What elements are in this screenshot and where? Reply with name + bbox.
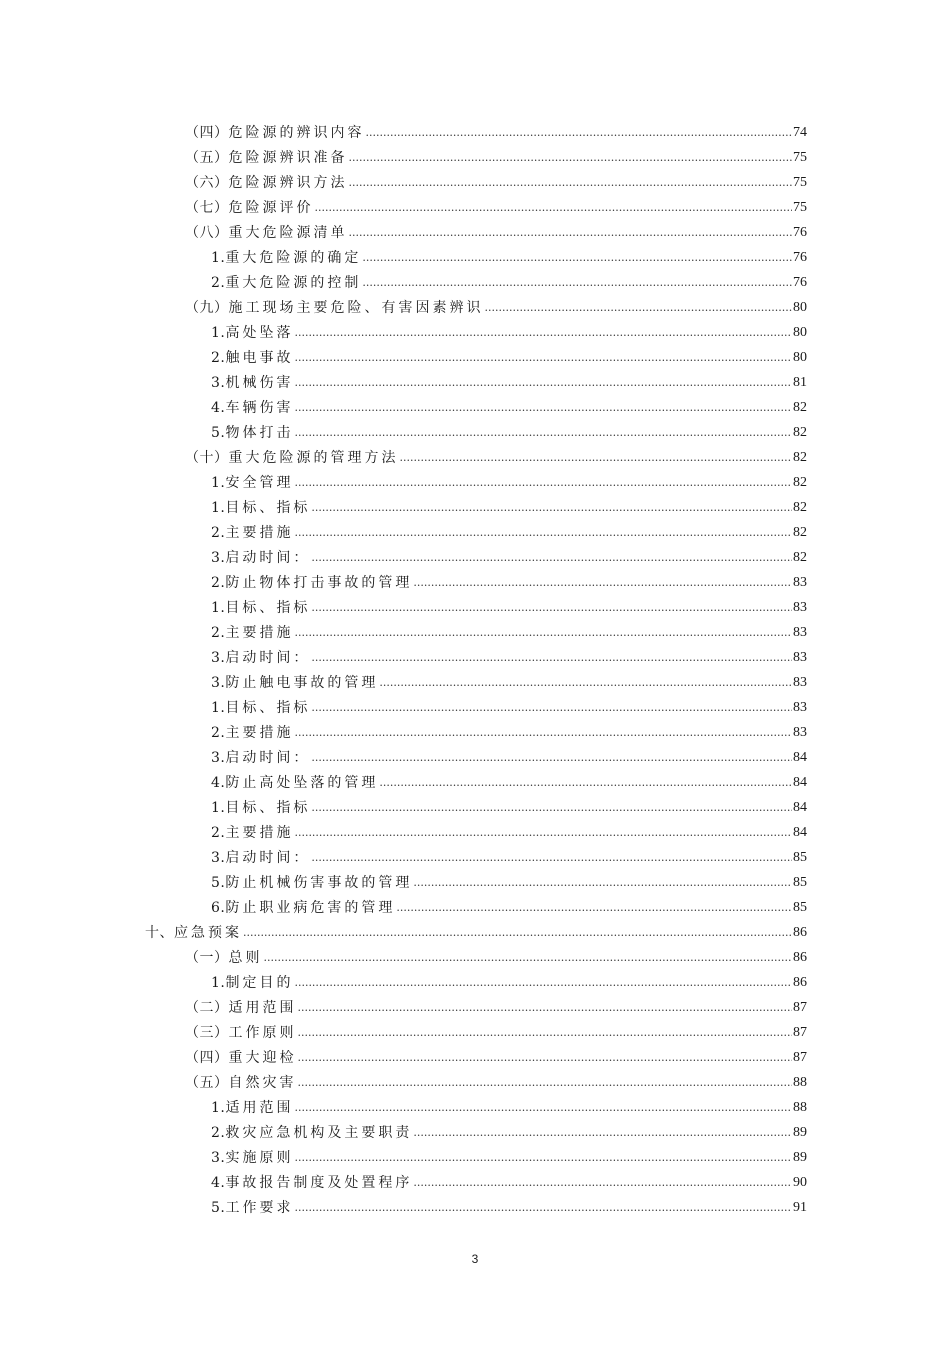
toc-entry-title: 重大危险源的确定 [225,250,362,266]
toc-entry-number: 2. [211,275,226,291]
toc-entry-number: 1. [211,700,226,716]
toc-leader-dots [485,302,793,314]
toc-entry-number: 3. [211,850,226,866]
toc-entry-title: 防止物体打击事故的管理 [225,575,413,591]
toc-entry-number: （七） [185,200,229,216]
toc-entry-page: 80 [793,300,807,315]
toc-entry-title: 总则 [228,950,263,966]
toc-entry-number: 2. [211,350,226,366]
toc-entry-page: 80 [793,325,807,340]
toc-entry[interactable] [211,243,807,267]
toc-leader-dots [243,927,792,939]
toc-entry-title: 防止触电事故的管理 [225,675,379,691]
toc-entry[interactable] [145,918,807,942]
toc-leader-dots [294,377,792,389]
toc-entry-page: 76 [793,250,807,265]
toc-entry-page: 83 [793,650,807,665]
toc-entry[interactable] [211,818,807,842]
toc-entry[interactable] [211,843,807,867]
toc-entry-number: 2. [211,575,226,591]
toc-entry[interactable] [185,193,807,217]
toc-entry-title: 启动时间： [225,750,311,766]
toc-entry-page: 83 [793,700,807,715]
toc-entry-title: 主要措施 [225,725,294,741]
toc-entry-page: 83 [793,675,807,690]
toc-entry-page: 89 [793,1150,807,1165]
toc-entry-number: （二） [185,1000,229,1016]
toc-entry-number: （五） [185,1075,229,1091]
toc-entry-title: 目标、指标 [225,700,311,716]
toc-entry-title: 重大迎检 [228,1050,297,1066]
toc-entry-title: 目标、指标 [225,600,311,616]
toc-leader-dots [311,752,792,764]
toc-entry[interactable] [211,693,807,717]
toc-entry-number: 1. [211,250,226,266]
toc-entry-title: 危险源辨识方法 [228,175,348,191]
toc-leader-dots [349,227,793,239]
toc-entry-page: 86 [793,975,807,990]
toc-leader-dots [413,1177,792,1189]
toc-leader-dots [315,202,793,214]
toc-leader-dots [413,577,792,589]
toc-entry-title: 自然灾害 [228,1075,297,1091]
toc-entry-title: 施工现场主要危险、有害因素辨识 [228,300,484,316]
toc-leader-dots [379,777,792,789]
toc-leader-dots [294,402,792,414]
toc-leader-dots [294,477,792,489]
toc-leader-dots [311,502,792,514]
toc-entry-number: 2. [211,625,226,641]
toc-entry[interactable] [211,868,807,892]
toc-leader-dots [349,177,793,189]
toc-entry-number: 3. [211,650,226,666]
toc-entry-number: 2. [211,825,226,841]
toc-entry[interactable] [211,668,807,692]
toc-leader-dots [362,277,792,289]
toc-entry-page: 82 [793,550,807,565]
toc-entry-page: 82 [793,475,807,490]
toc-entry[interactable] [211,1193,807,1217]
toc-entry-title: 适用范围 [225,1100,294,1116]
toc-entry-number: （六） [185,175,229,191]
toc-entry-title: 防止机械伤害事故的管理 [225,875,413,891]
toc-leader-dots [311,552,792,564]
toc-entry-number: 3. [211,675,226,691]
toc-entry-number: 十、 [145,925,174,941]
toc-leader-dots [298,1027,793,1039]
toc-entry-title: 物体打击 [225,425,294,441]
toc-entry[interactable] [185,1068,807,1092]
toc-leader-dots [413,1127,792,1139]
toc-entry-title: 车辆伤害 [225,400,294,416]
toc-leader-dots [311,852,792,864]
toc-entry-title: 目标、指标 [225,800,311,816]
toc-leader-dots [396,902,792,914]
toc-entry-title: 重大危险源的管理方法 [228,450,399,466]
toc-entry-page: 82 [793,500,807,515]
toc-entry-number: 3. [211,550,226,566]
toc-entry-page: 82 [793,425,807,440]
toc-leader-dots [298,1052,793,1064]
toc-entry-page: 84 [793,825,807,840]
toc-entry-page: 81 [793,375,807,390]
toc-entry-page: 84 [793,800,807,815]
toc-entry-number: （九） [185,300,229,316]
toc-entry-title: 启动时间： [225,850,311,866]
toc-entry-title: 机械伤害 [225,375,294,391]
toc-entry-number: 6. [211,900,226,916]
toc-entry-title: 危险源辨识准备 [228,150,348,166]
toc-leader-dots [294,977,792,989]
toc-leader-dots [294,527,792,539]
toc-leader-dots [366,127,793,139]
toc-entry[interactable] [211,968,807,992]
toc-entry[interactable] [185,943,807,967]
toc-leader-dots [311,702,792,714]
toc-entry[interactable] [185,143,807,167]
toc-entry-number: 1. [211,800,226,816]
toc-leader-dots [413,877,792,889]
toc-entry-number: 3. [211,750,226,766]
toc-entry-page: 91 [793,1200,807,1215]
toc-leader-dots [294,352,792,364]
toc-entry-number: 3. [211,1150,226,1166]
toc-entry-page: 87 [793,1000,807,1015]
page-number: 3 [471,1252,479,1266]
toc-entry-title: 救灾应急机构及主要职责 [225,1125,413,1141]
toc-entry-title: 适用范围 [228,1000,297,1016]
toc-entry-title: 重大危险源的控制 [225,275,362,291]
toc-entry[interactable] [211,793,807,817]
toc-leader-dots [294,727,792,739]
toc-entry-page: 76 [793,275,807,290]
toc-entry-page: 82 [793,400,807,415]
toc-entry[interactable] [211,768,807,792]
toc-entry-title: 工作原则 [228,1025,297,1041]
toc-entry[interactable] [211,1093,807,1117]
toc-entry-number: 4. [211,775,226,791]
toc-entry[interactable] [211,593,807,617]
toc-entry-title: 事故报告制度及处置程序 [225,1175,413,1191]
toc-entry-number: （四） [185,1050,229,1066]
toc-entry-title: 安全管理 [225,475,294,491]
toc-entry-title: 制定目的 [225,975,294,991]
toc-leader-dots [294,627,792,639]
toc-entry-number: 2. [211,1125,226,1141]
toc-entry-page: 83 [793,625,807,640]
toc-entry[interactable] [185,993,807,1017]
toc-entry[interactable] [211,543,807,567]
toc-entry-title: 主要措施 [225,625,294,641]
toc-entry-number: 1. [211,975,226,991]
toc-entry-number: 1. [211,500,226,516]
toc-entry-page: 90 [793,1175,807,1190]
toc-entry-page: 75 [793,150,807,165]
toc-entry-number: 1. [211,475,226,491]
toc-entry-title: 触电事故 [225,350,294,366]
toc-leader-dots [400,452,793,464]
toc-entry-title: 启动时间： [225,550,311,566]
toc-entry-title: 主要措施 [225,825,294,841]
toc-entry[interactable] [185,1018,807,1042]
toc-entry[interactable] [185,293,807,317]
toc-entry-page: 82 [793,450,807,465]
toc-entry-number: （八） [185,225,229,241]
toc-entry[interactable] [185,218,807,242]
toc-entry-title: 主要措施 [225,525,294,541]
toc-leader-dots [294,1202,792,1214]
toc-entry-number: 3. [211,375,226,391]
toc-leader-dots [349,152,793,164]
toc-entry-page: 86 [793,925,807,940]
toc-entry-page: 74 [793,125,807,140]
toc-entry-page: 83 [793,575,807,590]
toc-entry-number: 4. [211,1175,226,1191]
toc-entry-title: 目标、指标 [225,500,311,516]
toc-entry-page: 84 [793,775,807,790]
toc-entry-number: （一） [185,950,229,966]
toc-entry[interactable] [211,393,807,417]
toc-entry[interactable] [211,468,807,492]
toc-entry-number: 4. [211,400,226,416]
toc-leader-dots [294,1102,792,1114]
toc-leader-dots [294,827,792,839]
toc-entry-page: 83 [793,600,807,615]
toc-entry-title: 防止高处坠落的管理 [225,775,379,791]
toc-entry[interactable] [211,418,807,442]
toc-leader-dots [298,1077,793,1089]
toc-entry[interactable] [185,1043,807,1067]
toc-entry-number: 5. [211,875,226,891]
toc-leader-dots [264,952,793,964]
toc-entry-page: 85 [793,900,807,915]
toc-entry-number: （三） [185,1025,229,1041]
toc-entry-page: 87 [793,1050,807,1065]
toc-entry[interactable] [211,343,807,367]
toc-entry-number: 1. [211,1100,226,1116]
toc-entry[interactable] [211,493,807,517]
toc-entry-title: 应急预案 [174,925,242,941]
toc-entry[interactable] [211,618,807,642]
toc-entry-number: 5. [211,1200,226,1216]
toc-leader-dots [298,1002,793,1014]
toc-entry-number: 1. [211,600,226,616]
toc-entry-page: 83 [793,725,807,740]
toc-leader-dots [311,652,792,664]
toc-entry-number: 2. [211,525,226,541]
toc-entry-page: 84 [793,750,807,765]
toc-entry-page: 75 [793,175,807,190]
toc-entry[interactable] [211,893,807,917]
toc-entry-page: 86 [793,950,807,965]
toc-entry-page: 75 [793,200,807,215]
toc-entry-title: 防止职业病危害的管理 [225,900,396,916]
toc-entry-title: 危险源评价 [228,200,314,216]
toc-entry[interactable] [211,318,807,342]
toc-entry[interactable] [185,118,807,142]
toc-entry-page: 87 [793,1025,807,1040]
toc-entry-title: 工作要求 [225,1200,294,1216]
toc-entry-title: 重大危险源清单 [228,225,348,241]
toc-entry-number: （十） [185,450,229,466]
toc-entry-number: 5. [211,425,226,441]
toc-entry-title: 高处坠落 [225,325,294,341]
toc-entry-title: 启动时间： [225,650,311,666]
toc-entry-page: 88 [793,1075,807,1090]
toc-entry-number: 2. [211,725,226,741]
toc-leader-dots [379,677,792,689]
toc-leader-dots [294,1152,792,1164]
toc-entry-page: 76 [793,225,807,240]
toc-leader-dots [311,602,792,614]
toc-entry-number: 1. [211,325,226,341]
toc-entry-page: 88 [793,1100,807,1115]
toc-entry[interactable] [211,718,807,742]
toc-leader-dots [294,427,792,439]
toc-entry[interactable] [211,1168,807,1192]
toc-entry-page: 80 [793,350,807,365]
toc-entry-title: 实施原则 [225,1150,294,1166]
toc-entry[interactable] [211,518,807,542]
toc-entry[interactable] [211,643,807,667]
toc-entry[interactable] [211,368,807,392]
toc-entry[interactable] [211,568,807,592]
toc-entry[interactable] [185,443,807,467]
toc-entry-page: 82 [793,525,807,540]
toc-entry-number: （五） [185,150,229,166]
toc-leader-dots [362,252,792,264]
toc-entry[interactable] [211,1118,807,1142]
toc-entry[interactable] [211,743,807,767]
toc-entry-page: 85 [793,850,807,865]
toc-entry[interactable] [185,168,807,192]
toc-entry-page: 89 [793,1125,807,1140]
toc-entry-title: 危险源的辨识内容 [228,125,365,141]
toc-entry-number: （四） [185,125,229,141]
toc-entry[interactable] [211,1143,807,1167]
toc-entry[interactable] [211,268,807,292]
toc-leader-dots [294,327,792,339]
toc-entry-page: 85 [793,875,807,890]
toc-leader-dots [311,802,792,814]
